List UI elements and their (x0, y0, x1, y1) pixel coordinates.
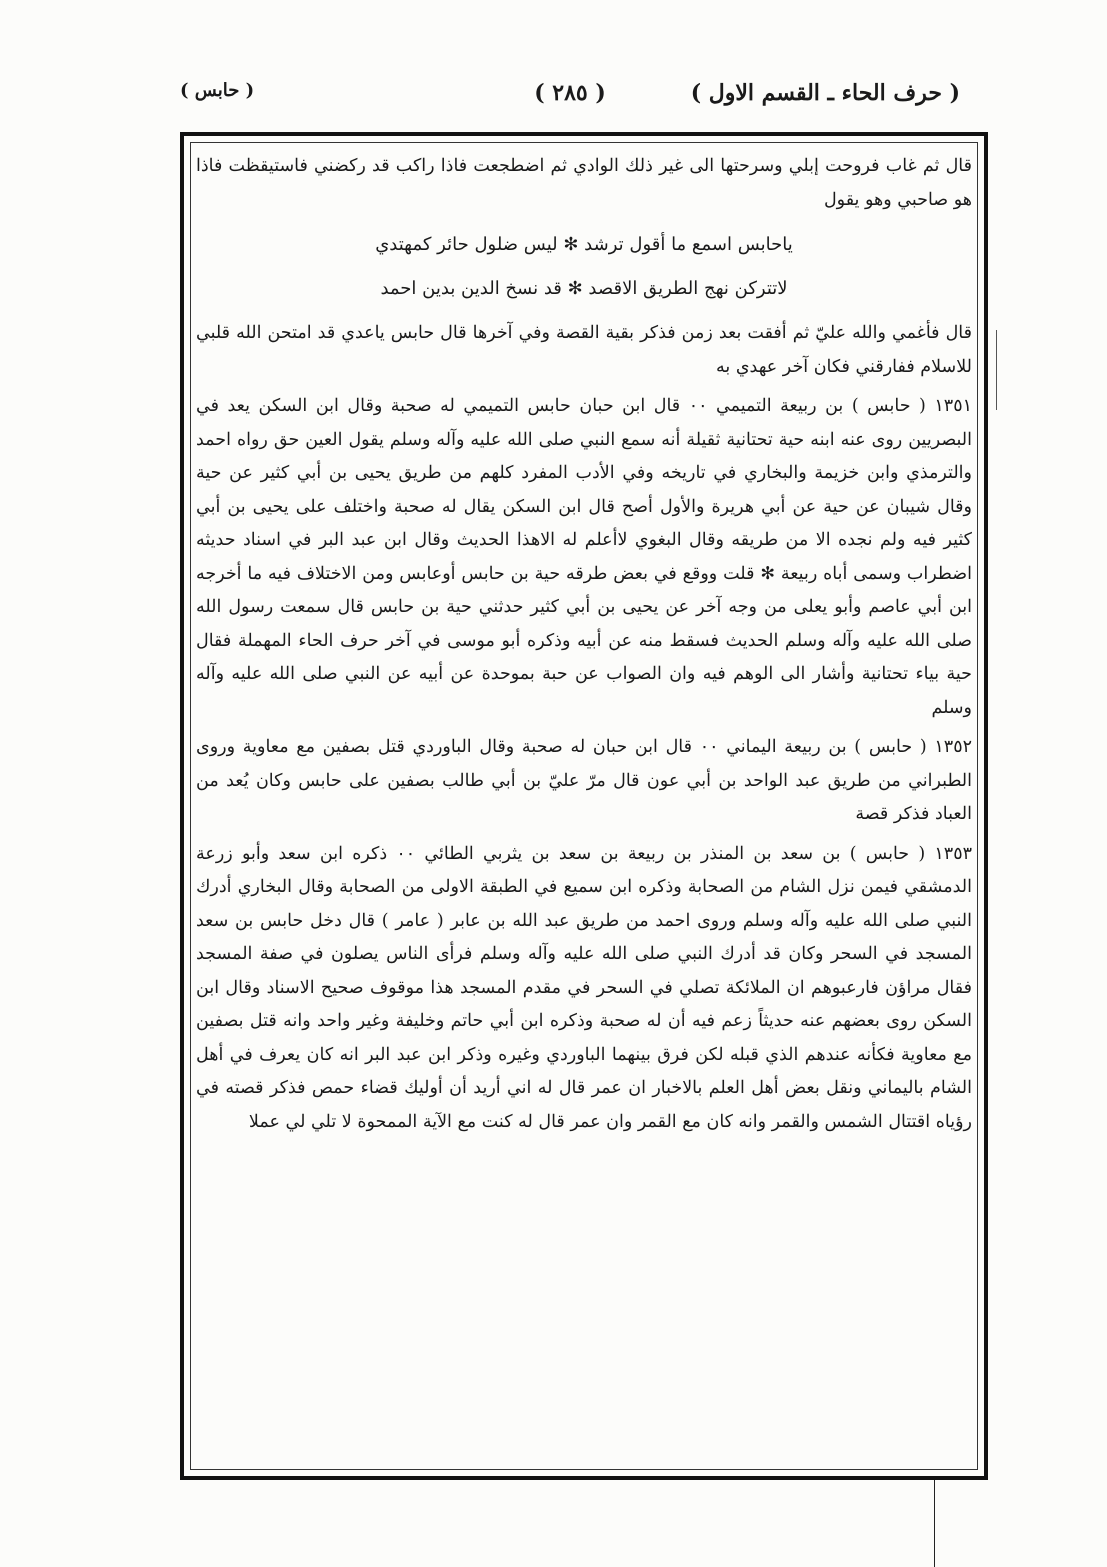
entry-1353: ١٣٥٣ ( حابس ) بن سعد بن المنذر بن ربيعة بن سعد بن يثربي الطائي ٠٠ ذكره ابن سعد وأبو زرعة الدمشقي فيمن نزل الشام من الصحابة وذكره ابن سميع في الطبقة الاولى من الصحابة وقال البخاري أدرك النبي صلى الله عليه وآله وسلم وروى احمد من طريق عبد الله بن عابر ( عامر ) قال دخل حابس بن سعد المسجد في السحر وكان قد أدرك النبي صلى الله عليه وآله وسلم فرأى الناس يصلون في صفة المسجد فقال مراؤن فارعبوهم ان الملائكة تصلي في السحر في مقدم المسجد هذا موقوف صحيح الاسناد وقال ابن السكن روى بعضهم عنه حديثاً زعم فيه أن له صحبة وذكره ابن أبي حاتم وخليفة وغير واحد وانه قتل بصفين مع معاوية فكأنه عندهم الذي قبله لكن فرق بينهما الباوردي وغيره وذكر ابن عبد البر انه كان يعرف في أهل الشام باليماني ونقل بعض أهل العلم بالاخبار ان عمر قال له اني أريد أن أوليك قضاء حمص فذكر قصته في رؤياه اقتتال الشمس والقمر وانه كان مع القمر وان عمر قال له كنت مع الآية الممحوة لا تلي لي عملا (196, 843, 973, 1132)
scan-bottom-line (934, 1480, 935, 1567)
verse-line-1: ياحابس اسمع ما أقول ترشد ✻ ليس ضلول حائر كمهتدي (375, 234, 793, 255)
page-header (180, 80, 960, 124)
paragraph-story-end: قال فأغمي والله عليّ ثم أفقت بعد زمن فذكر بقية القصة وفي آخرها قال حابس ياعدي قد امتحن الله قلبي للاسلام ففارقني فكان آخر عهدي به (196, 323, 972, 377)
section-title: ( حرف الحاء ـ القسم الاول ) (690, 80, 960, 106)
page-body (196, 150, 972, 1466)
verse-line-2: لاتتركن نهج الطريق الاقصد ✻ قد نسخ الدين بدين احمد (380, 278, 788, 299)
page-number: ( ٢٨٥ ) (534, 80, 606, 106)
page-frame (180, 132, 988, 1480)
entry-1352: ١٣٥٢ ( حابس ) بن ربيعة اليماني ٠٠ قال ابن حبان له صحبة وقال الباوردي قتل بصفين مع معاوية وروى الطبراني من طريق عبد الواحد بن أبي عون قال مرّ عليّ بن أبي طالب بصفين على حابس وكان يُعد من العباد فذكر قصة (196, 737, 972, 824)
entry-1351: ١٣٥١ ( حابس ) بن ربيعة التميمي ٠٠ قال ابن حبان حابس التميمي له صحبة وقال ابن السكن يعد في البصريين روى عنه ابنه حية تحتانية ثقيلة أنه سمع النبي صلى الله عليه وآله وسلم يقول العين حق رواه احمد والترمذي وابن خزيمة والبخاري في تاريخه وفي الأدب المفرد كلهم من طريق يحيى بن أبي كثير عن حية وقال شيبان عن حية عن أبي هريرة والأول أصح قال ابن السكن يقال له صحبة واختلف على يحيى بن أبي كثير فيه ولم نجده الا من طريقه وقال البغوي لاأعلم له الاهذا الحديث وقال ابن عبد البر في اسناد حديثه اضطراب وسمى أباه ربيعة ✻ قلت ووقع في بعض طرقه حية بن حابس أوعابس ومن الاختلاف فيه ما أخرجه ابن أبي عاصم وأبو يعلى من وجه آخر عن يحيى بن أبي كثير حدثني حية بن حابس قال سمعت رسول الله صلى الله عليه وآله وسلم الحديث فسقط منه عن أبيه وذكره أبو موسى في آخر حرف الحاء المهملة فقال حية بياء تحتانية وأشار الى الوهم فيه وان الصواب عن حبة بموحدة عن أبيه عن النبي صلى الله عليه وآله وسلم (196, 396, 973, 718)
scan-margin-mark (996, 330, 997, 410)
running-entry-title: ( حابس ) (180, 80, 255, 101)
paragraph-intro: قال ثم غاب فروحت إبلي وسرحتها الى غير ذلك الوادي ثم اضطجعت فاذا راكب قد ركضني فاستيقظت فاذا هو صاحبي وهو يقول (196, 156, 972, 210)
